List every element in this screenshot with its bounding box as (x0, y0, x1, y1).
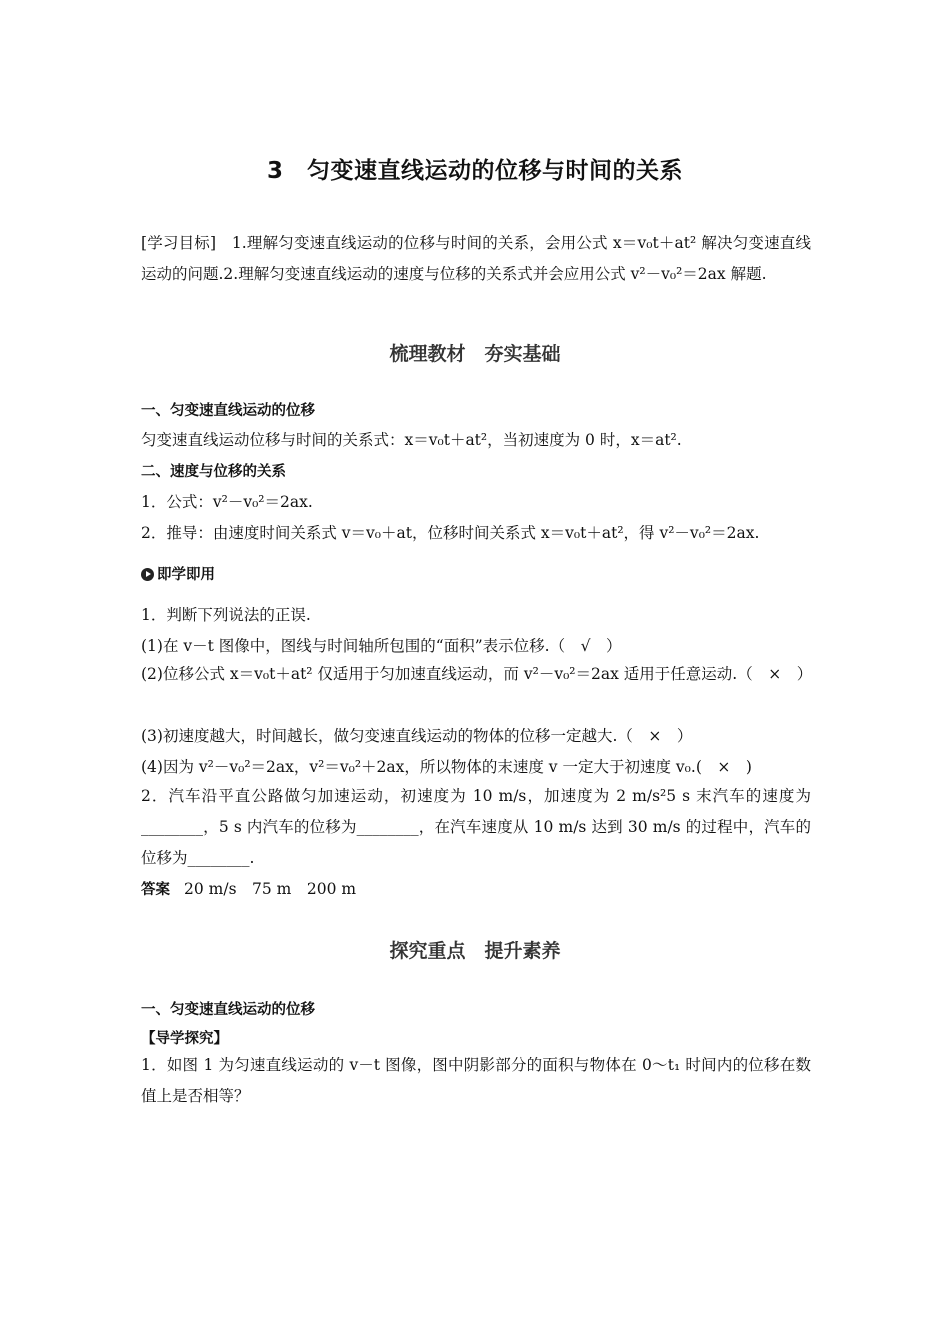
page-title: 3 匀变速直线运动的位移与时间的关系 (266, 158, 683, 184)
play-icon (141, 568, 154, 581)
question-1: 1．判断下列说法的正误. (141, 606, 311, 624)
question-2: 2．汽车沿平直公路做匀加速运动，初速度为 10 m/s，加速度为 2 m/s²5 s 末汽车的速度为________，5 s 内汽车的位移为________，在汽车速度从 10 m/s 达到 30 m/s 的过程中，汽车的位移为________. (141, 787, 811, 867)
section-title-explore: 探究重点 提升素养 (389, 940, 561, 962)
guided-explore-label: 【导学探究】 (141, 1031, 228, 1047)
heading-displacement: 一、匀变速直线运动的位移 (141, 403, 315, 419)
question-1-1: (1)在 v－t 图像中，图线与时间轴所包围的“面积”表示位移.（ √ ） (141, 637, 622, 655)
heading-velocity-displacement: 二、速度与位移的关系 (141, 464, 286, 480)
section-title-basics: 梳理教材 夯实基础 (389, 343, 561, 365)
question-1-3: (3)初速度越大，时间越长，做匀变速直线运动的物体的位移一定越大.（ × ） (141, 727, 693, 745)
formula-item: 1．公式：v²－v₀²＝2ax. (141, 493, 313, 511)
answer-text: 20 m/s 75 m 200 m (184, 880, 357, 898)
practice-label: 即学即用 (141, 563, 215, 584)
question-1-2: (2)位移公式 x＝v₀t＋at² 仅适用于匀加速直线运动，而 v²－v₀²＝2ax 适用于任意运动.（ × ） (141, 665, 813, 683)
explore-question-1: 1．如图 1 为匀速直线运动的 v－t 图像，图中阴影部分的面积与物体在 0～t₁ 时间内的位移在数值上是否相等？ (141, 1056, 811, 1105)
learning-objectives: [学习目标] 1.理解匀变速直线运动的位移与时间的关系，会用公式 x＝v₀t＋at² 解决匀变速直线运动的问题.2.理解匀变速直线运动的速度与位移的关系式并会应用公式 v²－v₀²＝2ax 解题. (141, 234, 811, 283)
question-1-4: (4)因为 v²－v₀²＝2ax，v²＝v₀²＋2ax，所以物体的末速度 v 一定大于初速度 v₀.( × ) (141, 758, 752, 776)
answer-line (141, 877, 811, 899)
displacement-relation: 匀变速直线运动位移与时间的关系式：x＝v₀t＋at²，当初速度为 0 时，x＝at². (141, 431, 682, 449)
answer-label: 答案 (141, 882, 170, 898)
derivation-item: 2．推导：由速度时间关系式 v＝v₀＋at，位移时间关系式 x＝v₀t＋at²，得 v²－v₀²＝2ax. (141, 524, 760, 542)
heading-explore-displacement: 一、匀变速直线运动的位移 (141, 1002, 315, 1018)
